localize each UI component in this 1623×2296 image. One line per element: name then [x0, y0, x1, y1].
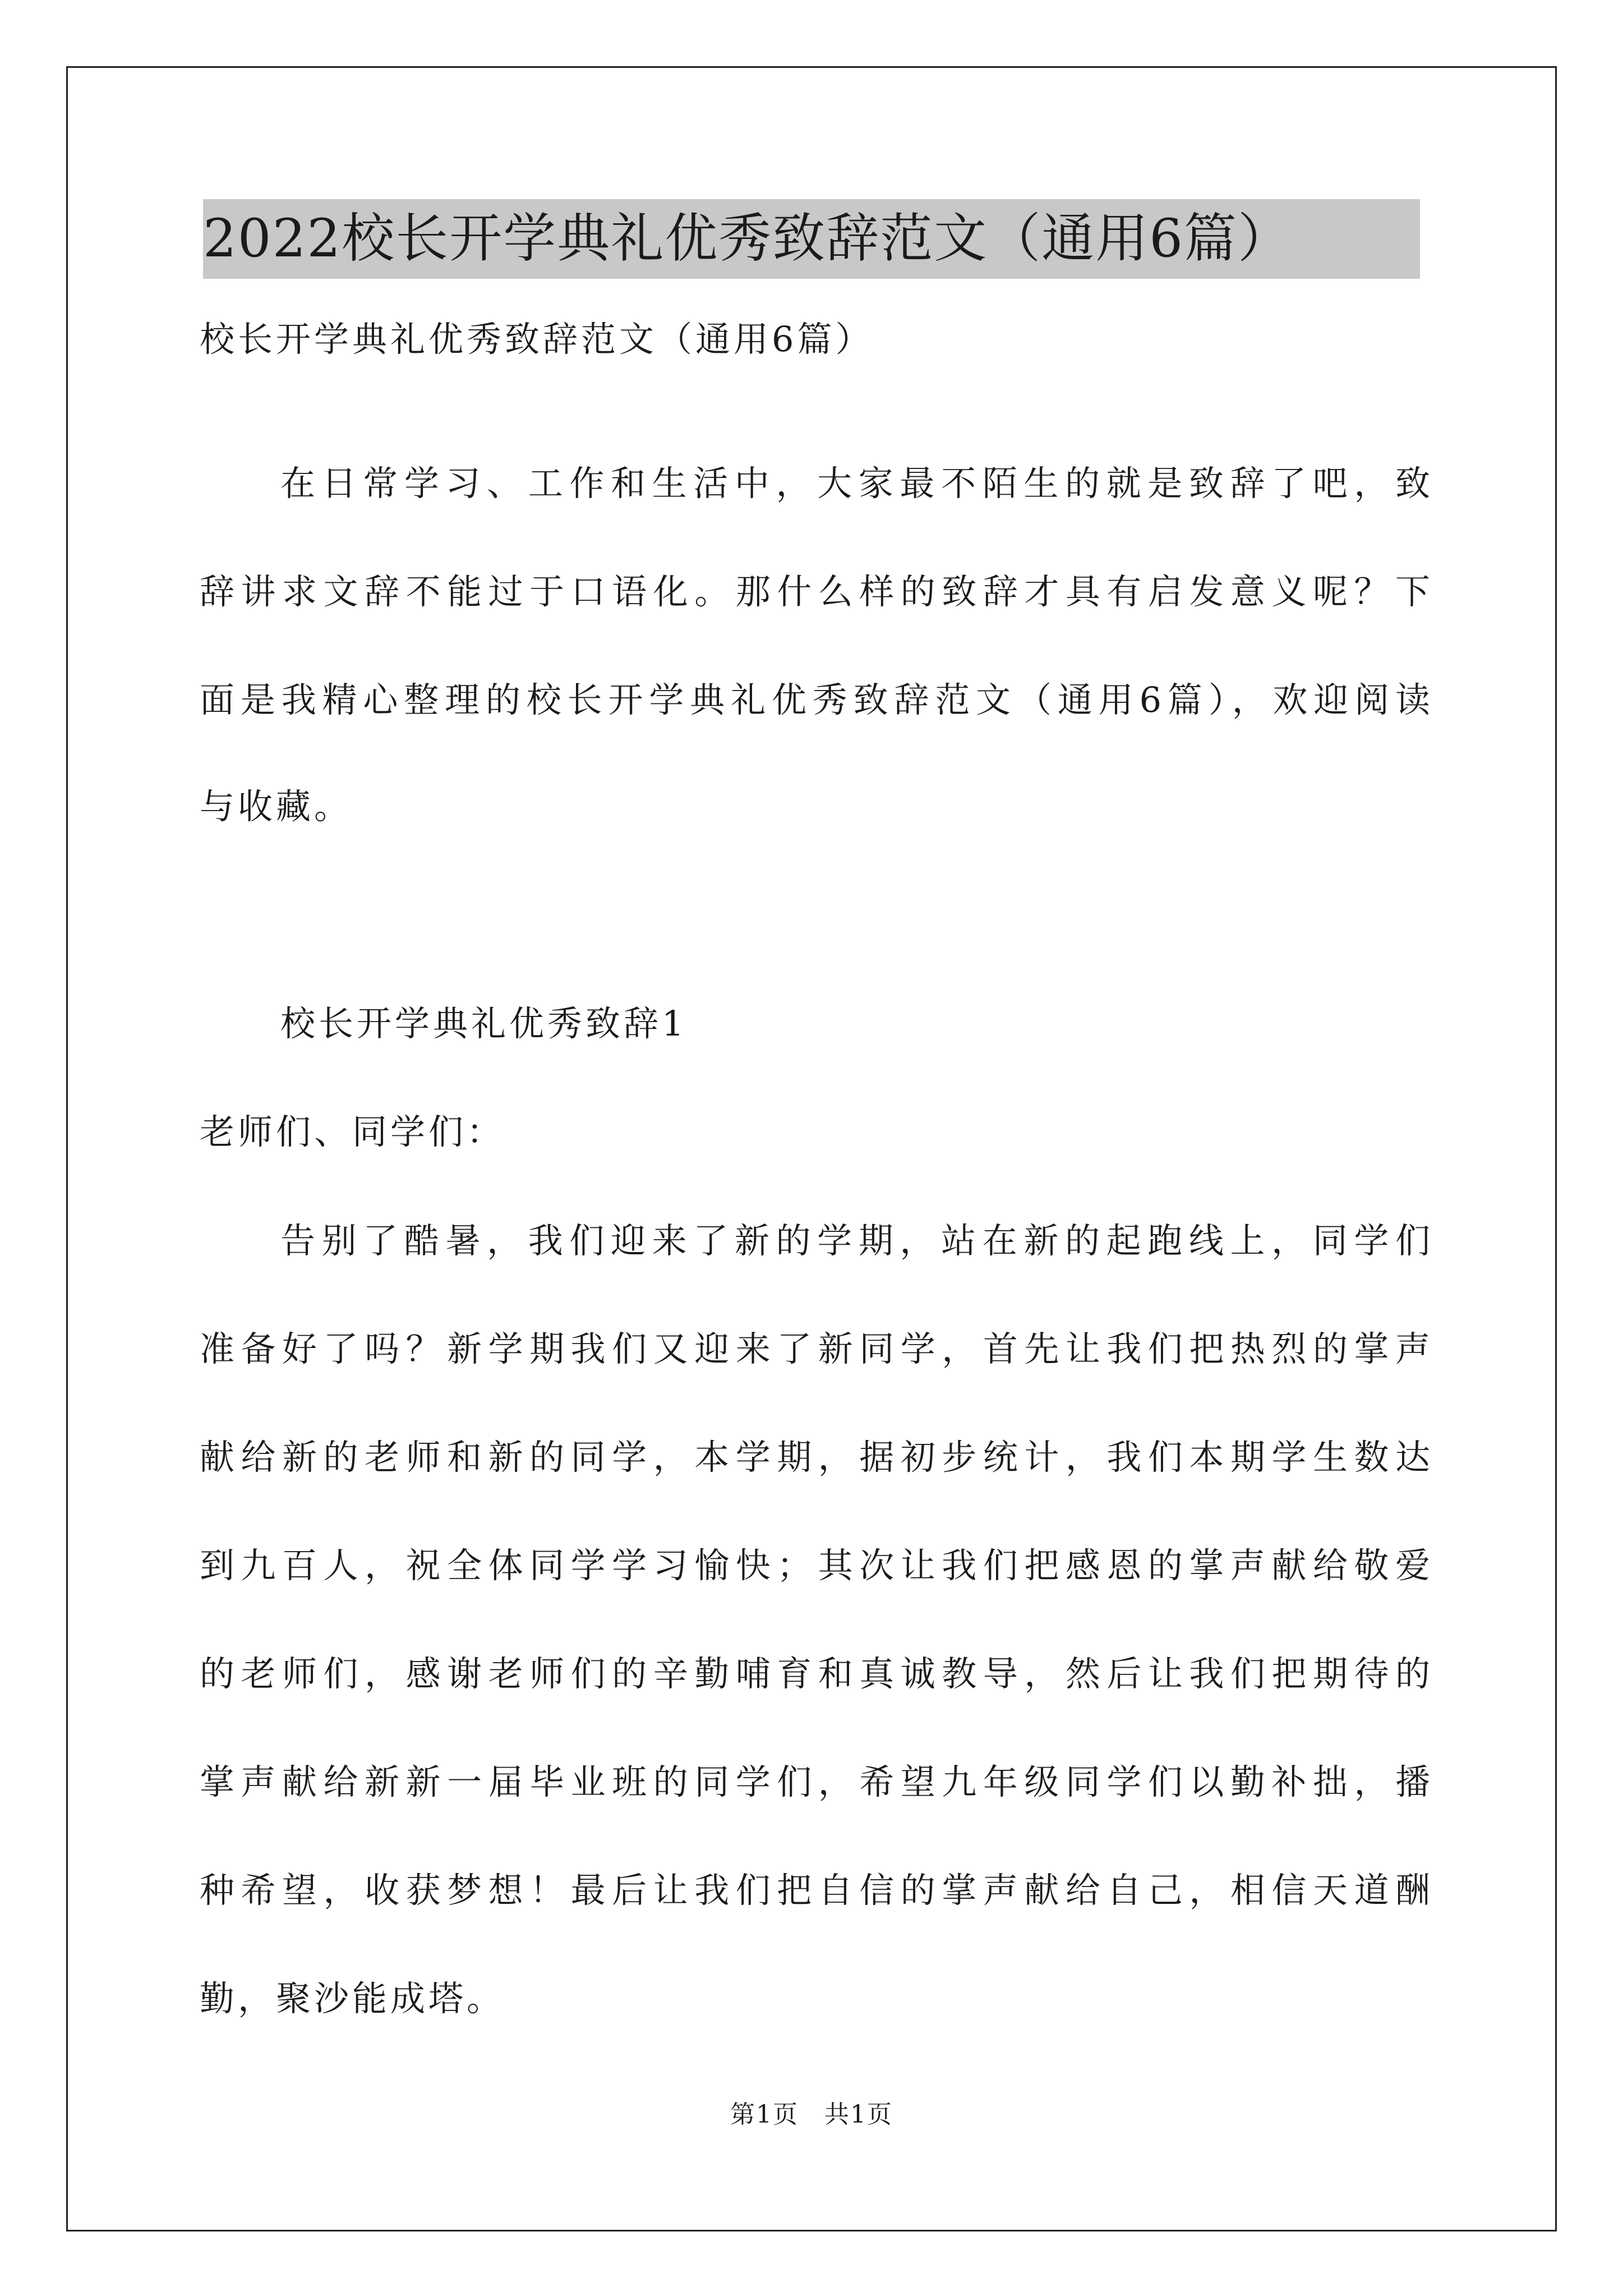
body-line: 勤，聚沙能成塔。 — [200, 1978, 505, 2019]
body-line: 献给新的老师和新的同学，本学期，据初步统计，我们本期学生数达 — [200, 1437, 1433, 1478]
intro-line: 面是我精心整理的校长开学典礼优秀致辞范文（通用6篇），欢迎阅读 — [200, 679, 1433, 720]
page-footer: 第1页 共1页 — [730, 2100, 893, 2129]
title-highlight — [203, 199, 1420, 279]
intro-line: 在日常学习、工作和生活中，大家最不陌生的就是致辞了吧，致 — [280, 463, 1433, 504]
body-line: 告别了酷暑，我们迎来了新的学期，站在新的起跑线上，同学们 — [280, 1220, 1433, 1261]
body-line: 准备好了吗？新学期我们又迎来了新同学，首先让我们把热烈的掌声 — [200, 1328, 1433, 1369]
body-line: 到九百人，祝全体同学学习愉快；其次让我们把感恩的掌声献给敬爱 — [200, 1545, 1433, 1586]
document-title: 2022校长开学典礼优秀致辞范文（通用6篇） — [203, 208, 1292, 269]
intro-line: 与收藏。 — [200, 786, 353, 827]
body-line: 种希望，收获梦想！最后让我们把自信的掌声献给自己，相信天道酬 — [200, 1870, 1433, 1911]
intro-line: 辞讲求文辞不能过于口语化。那什么样的致辞才具有启发意义呢？下 — [200, 571, 1433, 612]
salutation: 老师们、同学们： — [200, 1111, 505, 1152]
document-subtitle: 校长开学典礼优秀致辞范文（通用6篇） — [200, 319, 874, 360]
section-heading: 校长开学典礼优秀致辞1 — [280, 1003, 688, 1044]
body-line: 的老师们，感谢老师们的辛勤哺育和真诚教导，然后让我们把期待的 — [200, 1653, 1433, 1694]
body-line: 掌声献给新新一届毕业班的同学们，希望九年级同学们以勤补拙，播 — [200, 1761, 1433, 1802]
